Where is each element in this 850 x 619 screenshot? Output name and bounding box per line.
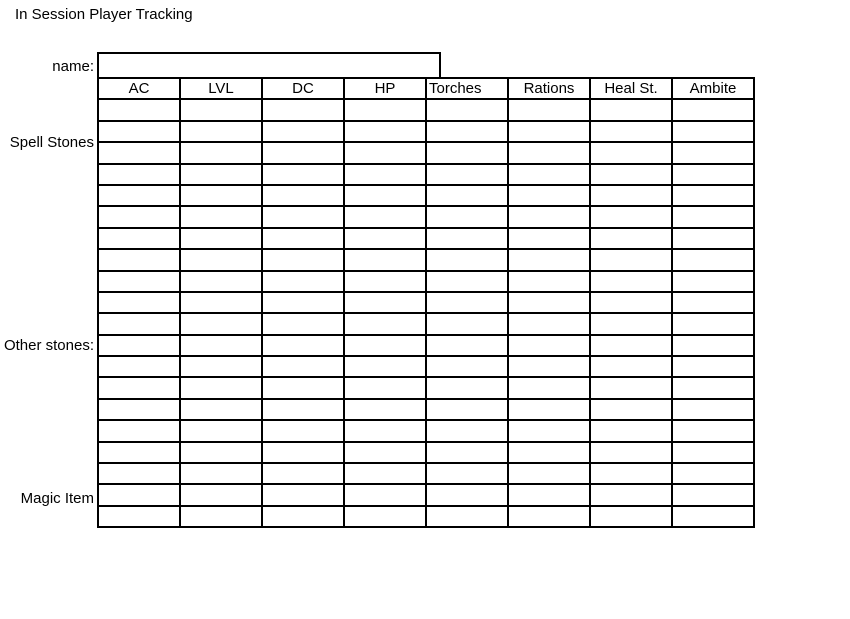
table-cell[interactable] xyxy=(508,484,590,505)
sheet-title: In Session Player Tracking xyxy=(15,6,193,23)
table-cell[interactable] xyxy=(98,206,180,227)
table-cell[interactable] xyxy=(98,249,180,270)
table-cell[interactable] xyxy=(262,442,344,463)
table-cell[interactable] xyxy=(344,185,426,206)
table-cell[interactable] xyxy=(180,420,262,441)
table-cell[interactable] xyxy=(180,164,262,185)
table-cell[interactable] xyxy=(180,313,262,334)
table-row xyxy=(98,271,754,292)
table-cell[interactable] xyxy=(590,164,672,185)
column-header-hp: HP xyxy=(344,78,426,99)
table-cell[interactable] xyxy=(426,356,508,377)
table-cell[interactable] xyxy=(672,313,754,334)
spell-stones-label: Spell Stones xyxy=(9,134,94,151)
table-cell[interactable] xyxy=(590,185,672,206)
table-cell[interactable] xyxy=(672,335,754,356)
table-cell[interactable] xyxy=(590,142,672,163)
table-cell[interactable] xyxy=(344,292,426,313)
table-cell[interactable] xyxy=(344,249,426,270)
table-cell[interactable] xyxy=(508,313,590,334)
table-row xyxy=(98,506,754,527)
table-cell[interactable] xyxy=(180,206,262,227)
table-cell[interactable] xyxy=(590,249,672,270)
table-cell[interactable] xyxy=(426,420,508,441)
table-cell[interactable] xyxy=(180,442,262,463)
table-cell[interactable] xyxy=(262,463,344,484)
table-cell[interactable] xyxy=(426,206,508,227)
table-row xyxy=(98,335,754,356)
table-cell[interactable] xyxy=(672,142,754,163)
table-cell[interactable] xyxy=(672,420,754,441)
table-cell[interactable] xyxy=(590,335,672,356)
table-cell[interactable] xyxy=(98,399,180,420)
table-cell[interactable] xyxy=(180,377,262,398)
grid-body xyxy=(98,99,754,527)
table-cell[interactable] xyxy=(98,506,180,527)
table-cell[interactable] xyxy=(508,356,590,377)
table-cell[interactable] xyxy=(590,121,672,142)
table-cell[interactable] xyxy=(180,399,262,420)
table-cell[interactable] xyxy=(180,185,262,206)
table-cell[interactable] xyxy=(508,206,590,227)
table-cell[interactable] xyxy=(590,442,672,463)
table-row xyxy=(98,356,754,377)
table-cell[interactable] xyxy=(262,335,344,356)
table-cell[interactable] xyxy=(672,271,754,292)
table-cell[interactable] xyxy=(98,484,180,505)
table-row xyxy=(98,228,754,249)
table-cell[interactable] xyxy=(672,356,754,377)
table-cell[interactable] xyxy=(590,292,672,313)
table-row xyxy=(98,442,754,463)
table-cell[interactable] xyxy=(262,506,344,527)
table-cell[interactable] xyxy=(672,249,754,270)
table-cell[interactable] xyxy=(508,442,590,463)
table-cell[interactable] xyxy=(262,399,344,420)
table-cell[interactable] xyxy=(344,206,426,227)
table-cell[interactable] xyxy=(262,142,344,163)
table-cell[interactable] xyxy=(180,335,262,356)
table-cell[interactable] xyxy=(590,399,672,420)
table-cell[interactable] xyxy=(262,420,344,441)
table-cell[interactable] xyxy=(344,377,426,398)
table-cell[interactable] xyxy=(426,335,508,356)
tracking-grid xyxy=(97,77,755,528)
table-cell[interactable] xyxy=(262,313,344,334)
name-field[interactable] xyxy=(97,52,441,77)
table-cell[interactable] xyxy=(508,399,590,420)
table-cell[interactable] xyxy=(98,442,180,463)
table-cell[interactable] xyxy=(344,228,426,249)
table-row xyxy=(98,377,754,398)
table-cell[interactable] xyxy=(672,463,754,484)
table-cell[interactable] xyxy=(672,228,754,249)
table-cell[interactable] xyxy=(262,121,344,142)
table-cell[interactable] xyxy=(590,506,672,527)
table-cell[interactable] xyxy=(508,420,590,441)
table-cell[interactable] xyxy=(344,99,426,120)
table-cell[interactable] xyxy=(262,164,344,185)
table-cell[interactable] xyxy=(508,228,590,249)
table-cell[interactable] xyxy=(344,335,426,356)
table-row xyxy=(98,249,754,270)
table-cell[interactable] xyxy=(180,228,262,249)
table-cell[interactable] xyxy=(98,271,180,292)
table-cell[interactable] xyxy=(180,121,262,142)
table-row xyxy=(98,313,754,334)
table-row xyxy=(98,206,754,227)
table-cell[interactable] xyxy=(344,463,426,484)
table-cell[interactable] xyxy=(344,420,426,441)
magic-item-label: Magic Item xyxy=(20,490,94,507)
table-cell[interactable] xyxy=(590,484,672,505)
table-cell[interactable] xyxy=(98,335,180,356)
table-cell[interactable] xyxy=(344,142,426,163)
table-cell[interactable] xyxy=(262,99,344,120)
table-cell[interactable] xyxy=(672,506,754,527)
table-cell[interactable] xyxy=(262,271,344,292)
table-cell[interactable] xyxy=(672,185,754,206)
table-cell[interactable] xyxy=(426,442,508,463)
table-cell[interactable] xyxy=(590,206,672,227)
table-cell[interactable] xyxy=(344,271,426,292)
table-cell[interactable] xyxy=(508,292,590,313)
table-cell[interactable] xyxy=(344,442,426,463)
column-header-dc: DC xyxy=(262,78,344,99)
table-row xyxy=(98,399,754,420)
table-cell[interactable] xyxy=(672,377,754,398)
table-cell[interactable] xyxy=(508,142,590,163)
table-row xyxy=(98,121,754,142)
table-cell[interactable] xyxy=(508,377,590,398)
table-cell[interactable] xyxy=(262,249,344,270)
table-cell[interactable] xyxy=(426,99,508,120)
table-cell[interactable] xyxy=(262,356,344,377)
table-cell[interactable] xyxy=(672,99,754,120)
table-cell[interactable] xyxy=(262,206,344,227)
table-cell[interactable] xyxy=(426,249,508,270)
table-cell[interactable] xyxy=(98,420,180,441)
header-row xyxy=(98,78,754,99)
table-cell[interactable] xyxy=(426,399,508,420)
name-label: name: xyxy=(52,58,94,75)
table-row xyxy=(98,185,754,206)
table-row xyxy=(98,164,754,185)
table-cell[interactable] xyxy=(180,292,262,313)
table-cell[interactable] xyxy=(98,313,180,334)
table-cell[interactable] xyxy=(262,228,344,249)
table-cell[interactable] xyxy=(672,442,754,463)
table-cell[interactable] xyxy=(180,463,262,484)
table-cell[interactable] xyxy=(426,313,508,334)
table-cell[interactable] xyxy=(672,206,754,227)
table-cell[interactable] xyxy=(508,121,590,142)
table-cell[interactable] xyxy=(508,164,590,185)
table-cell[interactable] xyxy=(344,356,426,377)
table-cell[interactable] xyxy=(426,228,508,249)
table-cell[interactable] xyxy=(672,292,754,313)
table-cell[interactable] xyxy=(98,228,180,249)
column-header-rations: Rations xyxy=(508,78,590,99)
table-cell[interactable] xyxy=(344,399,426,420)
table-cell[interactable] xyxy=(590,356,672,377)
table-cell[interactable] xyxy=(98,377,180,398)
table-cell[interactable] xyxy=(98,164,180,185)
table-cell[interactable] xyxy=(426,377,508,398)
table-cell[interactable] xyxy=(180,249,262,270)
table-cell[interactable] xyxy=(426,463,508,484)
column-header-torches: Torches xyxy=(426,78,508,99)
table-cell[interactable] xyxy=(426,121,508,142)
column-header-lvl: LVL xyxy=(180,78,262,99)
table-cell[interactable] xyxy=(180,506,262,527)
table-cell[interactable] xyxy=(262,185,344,206)
table-cell[interactable] xyxy=(426,164,508,185)
table-cell[interactable] xyxy=(426,185,508,206)
table-cell[interactable] xyxy=(180,142,262,163)
column-header-heal-st: Heal St. xyxy=(590,78,672,99)
other-stones-label: Other stones: xyxy=(3,337,94,354)
table-cell[interactable] xyxy=(98,356,180,377)
column-header-ambite: Ambite xyxy=(672,78,754,99)
table-cell[interactable] xyxy=(590,271,672,292)
table-cell[interactable] xyxy=(426,142,508,163)
table-cell[interactable] xyxy=(508,335,590,356)
table-cell[interactable] xyxy=(508,463,590,484)
table-cell[interactable] xyxy=(98,292,180,313)
table-row xyxy=(98,420,754,441)
table-cell[interactable] xyxy=(180,484,262,505)
table-cell[interactable] xyxy=(508,99,590,120)
table-row xyxy=(98,484,754,505)
table-cell[interactable] xyxy=(344,484,426,505)
table-cell[interactable] xyxy=(426,506,508,527)
table-cell[interactable] xyxy=(426,292,508,313)
column-header-ac: AC xyxy=(98,78,180,99)
table-cell[interactable] xyxy=(180,356,262,377)
table-cell[interactable] xyxy=(262,292,344,313)
table-cell[interactable] xyxy=(98,99,180,120)
table-row xyxy=(98,99,754,120)
table-cell[interactable] xyxy=(590,377,672,398)
table-cell[interactable] xyxy=(508,249,590,270)
table-cell[interactable] xyxy=(508,185,590,206)
table-cell[interactable] xyxy=(426,484,508,505)
table-cell[interactable] xyxy=(344,121,426,142)
table-cell[interactable] xyxy=(672,121,754,142)
table-cell[interactable] xyxy=(508,506,590,527)
table-cell[interactable] xyxy=(672,484,754,505)
table-row xyxy=(98,142,754,163)
table-cell[interactable] xyxy=(98,142,180,163)
table-cell[interactable] xyxy=(98,185,180,206)
table-cell[interactable] xyxy=(262,484,344,505)
table-cell[interactable] xyxy=(262,377,344,398)
table-cell[interactable] xyxy=(344,506,426,527)
table-cell[interactable] xyxy=(508,271,590,292)
table-row xyxy=(98,292,754,313)
table-cell[interactable] xyxy=(590,420,672,441)
table-cell[interactable] xyxy=(180,99,262,120)
table-cell[interactable] xyxy=(590,313,672,334)
table-cell[interactable] xyxy=(590,228,672,249)
table-cell[interactable] xyxy=(344,313,426,334)
table-cell[interactable] xyxy=(590,463,672,484)
table-cell[interactable] xyxy=(98,463,180,484)
table-cell[interactable] xyxy=(672,164,754,185)
table-cell[interactable] xyxy=(426,271,508,292)
table-row xyxy=(98,463,754,484)
table-cell[interactable] xyxy=(98,121,180,142)
table-cell[interactable] xyxy=(180,271,262,292)
table-cell[interactable] xyxy=(344,164,426,185)
table-cell[interactable] xyxy=(590,99,672,120)
table-cell[interactable] xyxy=(672,399,754,420)
